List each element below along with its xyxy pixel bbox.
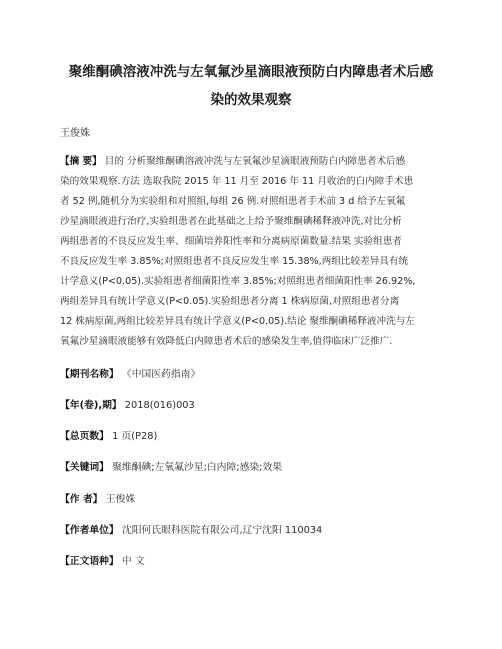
abstract-line: 沙星滴眼液进行治疗,实验组患者在此基础之上给予聚维酮碘稀释液冲洗,对比分析 [60, 216, 402, 227]
field-value: 王俊姝 [105, 494, 136, 505]
field-total-pages [60, 431, 157, 443]
abstract-line: 两组差异具有统计学意义(P<0.05).实验组患者分离 1 株病原菌,对照组患者分离 [60, 296, 400, 307]
field-keywords [60, 462, 282, 474]
field-author [60, 494, 135, 506]
abstract-line: 氧氟沙星滴眼液能够有效降低白内障患者术后的感染发生率,值得临床广泛推广. [60, 336, 393, 347]
field-label: 【正文语种】 [60, 556, 119, 567]
abstract-line: 染的效果观察.方法 选取我院 2015 年 11 月至 2016 年 11 月收治的白内障手术患 [60, 176, 414, 187]
field-value: 沈阳何氏眼科医院有限公司,辽宁沈阳 110034 [121, 525, 323, 536]
field-author-affiliation [60, 525, 322, 537]
field-label: 【期刊名称】 [60, 369, 119, 380]
field-year-volume-issue [60, 400, 195, 412]
field-value: 《中国医药指南》 [121, 369, 201, 380]
field-value: 聚维酮碘;左氧氟沙星;白内障;感染;效果 [112, 462, 283, 473]
field-label: 【关键词】 [60, 462, 109, 473]
field-label: 【总页数】 [60, 431, 109, 442]
author-name: 王俊姝 [60, 128, 90, 139]
field-label: 【作 者】 [60, 494, 103, 505]
field-value: 1 页(P28) [112, 431, 158, 442]
abstract-text: 目的 分析聚维酮碘溶液冲洗与左氧氟沙星滴眼液预防白内障患者术后感 [104, 156, 406, 167]
abstract-line: 12 株病原菌,两组比较差异具有统计学意义(P<0.05).结论 聚维酮碘稀释液冲洗与左 [60, 316, 415, 327]
abstract-label: 【摘 要】 [60, 156, 102, 167]
field-value: 2018(016)003 [124, 400, 195, 411]
abstract-line: 不良反应发生率 3.85%;对照组患者不良反应发生率 15.38%,两组比较差异具有统 [60, 256, 409, 267]
field-journal-name [60, 369, 200, 381]
abstract-line: 两组患者的不良反应发生率、细菌培养阳性率和分离病原菌数量.结果 实验组患者 [60, 236, 402, 247]
title-line-2: 染的效果观察 [210, 92, 292, 108]
abstract-line: 计学意义(P<0.05).实验组患者细菌阳性率 3.85%;对照组患者细菌阳性率 26.92%, [60, 276, 416, 287]
field-value: 中 文 [121, 556, 145, 567]
title-line-1: 聚维酮碘溶液冲洗与左氧氟沙星滴眼液预防白内障患者术后感 [68, 64, 434, 80]
field-label: 【年(卷),期】 [60, 400, 122, 411]
field-language [60, 556, 145, 568]
field-label: 【作者单位】 [60, 525, 119, 536]
abstract-line: 者 52 例,随机分为实验组和对照组,每组 26 例.对照组患者手术前 3 d 给予左氧氟 [60, 196, 406, 207]
abstract-line [60, 156, 405, 168]
